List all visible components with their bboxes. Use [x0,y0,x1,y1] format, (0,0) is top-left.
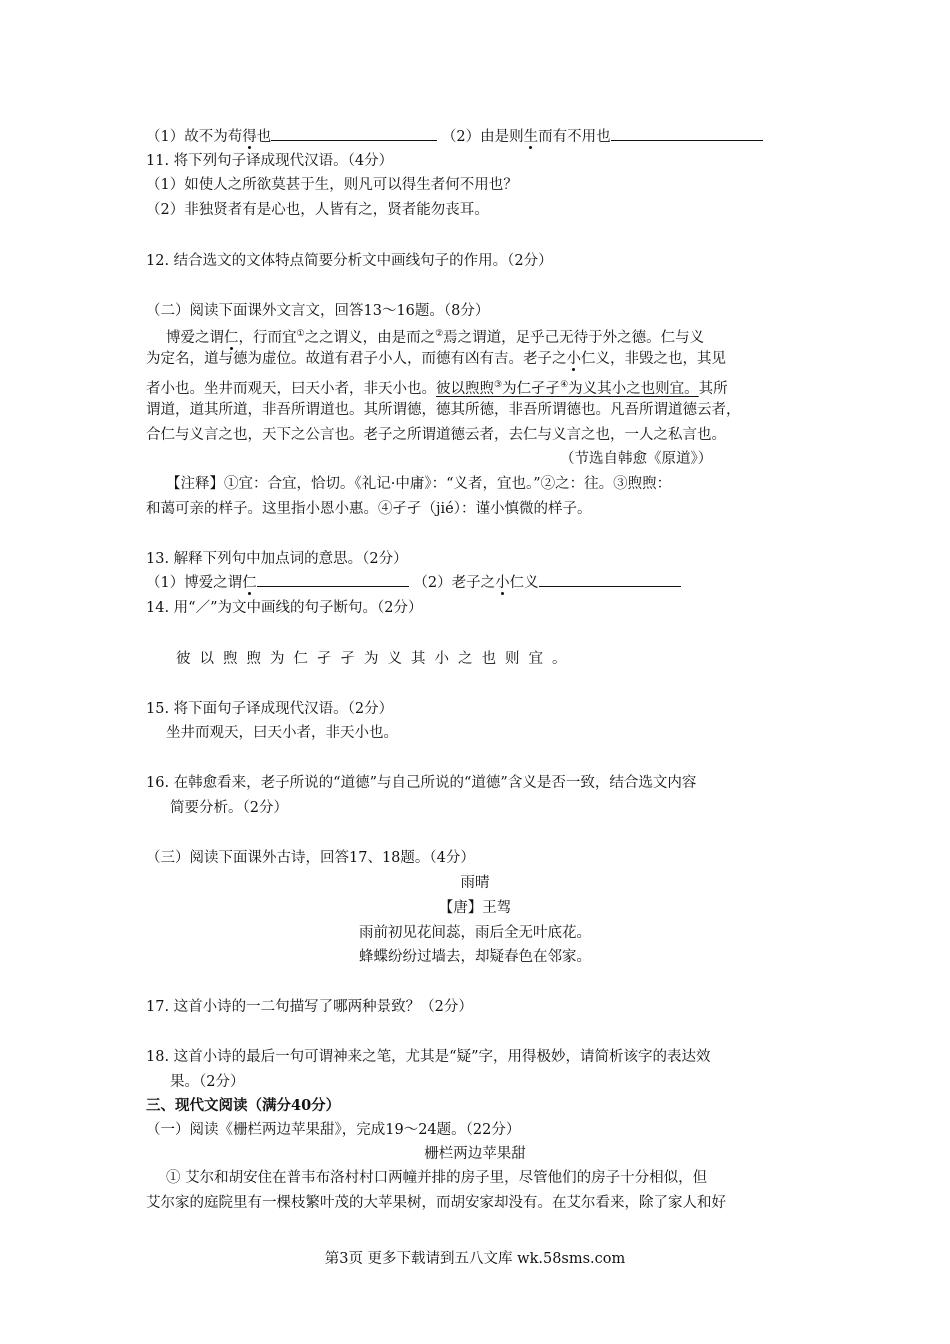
part2-title: （二）阅读下面课外文言文，回答13～16题。（8分） [146,303,490,319]
q10-part1-text: （1）故不为苟 [146,129,243,145]
q16-line-2: 简要分析。（2分） [170,800,288,816]
text: 为仁孑孑 [502,381,561,397]
text: 仁义，非毁之也，其见 [581,351,726,367]
passage-line-5: 合仁与义言之也，天下之公言也。老子之所谓道德云者，去仁与义言之也，一人之私言也。 [146,427,726,443]
note-mark: ① [296,329,305,339]
passage-line-2 [146,349,726,369]
dotted-word: 小 [566,351,581,367]
underlined-sentence [436,381,699,397]
text: 者小也。坐井而观天，曰天小者，非天小也。 [146,381,436,397]
q14-sentence: 彼以煦煦为仁孑孑为义其小之也则宜。 [176,651,576,667]
text: 博爱之谓 [166,330,224,346]
q16-line-1: 16. 在韩愈看来，老子所说的“道德”与自己所说的“道德”含义是否一致，结合选文内容 [146,775,697,791]
text: （2）老子之 [413,575,496,591]
note-line-2: 和蔼可亲的样子。这里指小恩小惠。④孑孑（jié）：谨小慎微的样子。 [146,501,592,517]
text: ，行而宜 [238,330,297,346]
note-mark: ④ [560,380,569,390]
text: （1）博爱之谓 [146,575,243,591]
q11-sentence-2: （2）非独贤者有是心也，人皆有之，贤者能勿丧耳。 [146,202,489,218]
q10-part1-tail: 也 [256,129,272,145]
note-line-1: 【注释】①宜：合宜，恰切。《礼记·中庸》：“义者，宜也。”②之：往。③煦煦： [166,476,672,492]
poem-line-1: 雨前初见花间蕊，雨后全无叶底花。 [359,925,591,941]
q15-title: 15. 将下面句子译成现代汉语。（2分） [146,701,394,717]
text: 焉之谓道，足乎己无待于外之德。仁与义 [443,330,705,346]
dotted-word: 生 [523,129,539,145]
q10-parts [146,126,763,147]
dotted-word: 仁 [224,330,239,346]
q14-title: 14. 用“／”为文中画线的句子断句。（2分） [146,600,423,616]
article-line-1: ① 艾尔和胡安住在普韦布洛村村口两幢并排的房子里，尽管他们的房子十分相似，但 [166,1170,708,1186]
poem-line-2: 蜂蝶纷纷过墙去，却疑春色在邻家。 [359,949,591,965]
note-mark: ② [435,329,444,339]
q12-title: 12. 结合选文的文体特点简要分析文中画线句子的作用。（2分） [146,253,553,269]
text: 为义其小之也则宜。 [568,381,699,397]
q18-line-2: 果。（2分） [170,1074,245,1090]
q13-title: 13. 解释下列句中加点词的意思。（2分） [146,551,408,567]
section3-subtitle: （一）阅读《栅栏两边苹果甜》，完成19～24题。（22分） [146,1122,521,1138]
text: 仁义 [509,575,539,591]
answer-blank[interactable] [611,126,763,141]
q10-part2-text: （2）由是则 [441,129,524,145]
q11-title: 11. 将下列句子译成现代汉语。（4分） [146,153,394,169]
article-title: 栅栏两边苹果甜 [424,1146,526,1162]
answer-blank[interactable] [257,572,409,587]
text: 为定名，道与德为虚位。故道有君子小人，而德有凶有吉。老子之 [146,351,567,367]
poem-title: 雨晴 [460,875,490,891]
q15-sentence: 坐井而观天，曰天小者，非天小也。 [166,725,398,741]
part3-title: （三）阅读下面课外古诗，回答17、18题。（4分） [146,850,475,866]
section3-title: 三、现代文阅读（满分40分） [146,1097,341,1114]
q11-sentence-1: （1）如使人之所欲莫甚于生，则凡可以得生者何不用也？ [146,177,518,193]
passage-line-4: 谓道，道其所道，非吾所谓道也。其所谓德，德其所德，非吾所谓德也。凡吾所谓道德云者， [146,402,741,418]
dotted-word: 小 [495,575,510,591]
text: 之之谓义，由是而之 [304,330,436,346]
poem-author: 【唐】王驾 [438,900,512,916]
q10-part2-tail: 而有不用也 [538,129,611,145]
dotted-word: 得 [242,129,257,145]
answer-blank[interactable] [539,572,681,587]
text: 其所 [698,381,728,397]
q13-parts [146,572,681,593]
q17-title: 17. 这首小诗的一二句描写了哪两种景致？（2分） [146,999,473,1015]
dotted-word: 仁 [242,575,257,591]
passage-line-3 [146,375,728,399]
text: 彼以煦煦 [436,381,494,397]
q18-line-1: 18. 这首小诗的最后一句可谓神来之笔，尤其是“疑”字，用得极妙，请简析该字的表达效 [146,1049,711,1065]
note-mark: ③ [494,380,503,390]
answer-blank[interactable] [271,126,437,141]
passage-source: （节选自韩愈《原道》） [560,451,713,467]
article-line-2: 艾尔家的庭院里有一棵枝繁叶茂的大苹果树，而胡安家却没有。在艾尔看来，除了家人和好 [146,1195,726,1211]
page-footer: 第3页 更多下载请到五八文库 wk.58sms.com [324,1251,626,1267]
passage-line-1 [166,324,704,348]
